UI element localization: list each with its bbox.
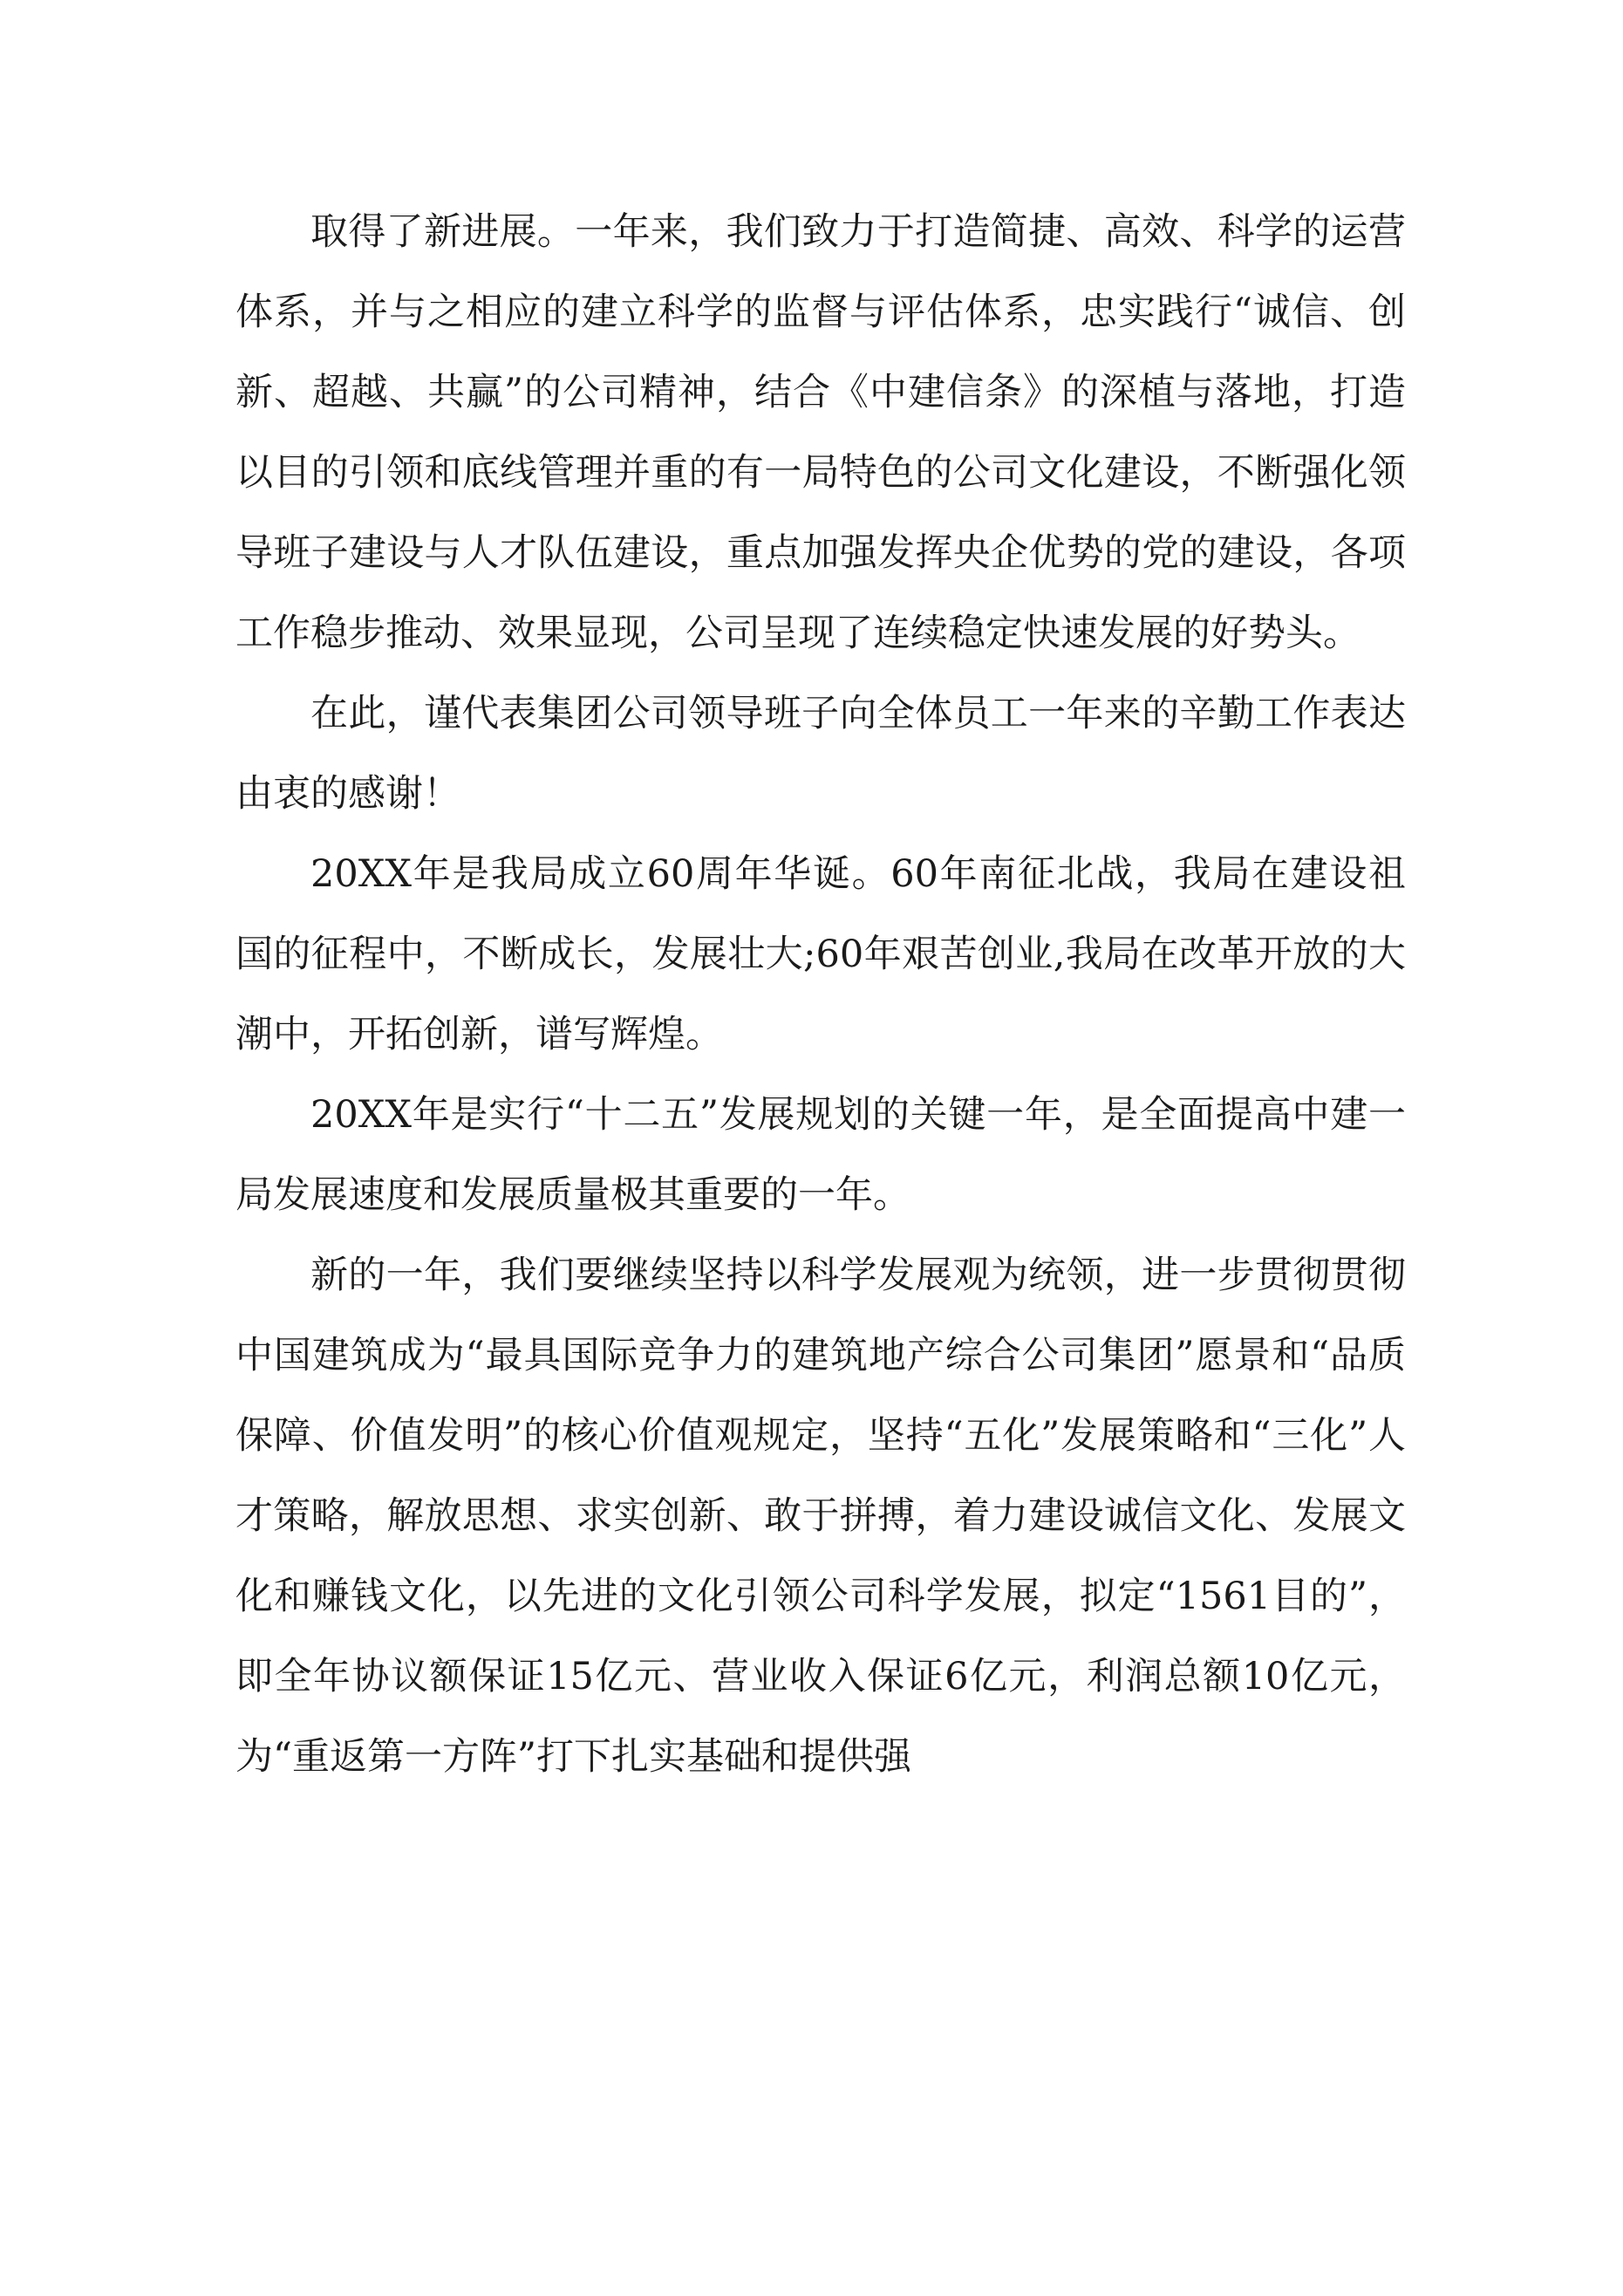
- paragraph-anniversary: 20XX年是我局成立60周年华诞。60年南征北战，我局在建设祖国的征程中，不断成长，发展壮大;60年艰苦创业,我局在改革开放的大潮中，开拓创新，谱写辉煌。: [235, 852, 1406, 1056]
- paragraph-progress: 取得了新进展。一年来，我们致力于打造简捷、高效、科学的运营体系，并与之相应的建立科学的监督与评估体系，忠实践行“诚信、创新、超越、共赢”的公司精神，结合《中建信条》的深植与落地，打造以目的引领和底线管理并重的有一局特色的公司文化建设，不断强化领导班子建设与人才队伍建设，重点加强发挥央企优势的党的建设，各项工作稳步推动、效果显现，公司呈现了连续稳定快速发展的好势头。: [235, 210, 1406, 655]
- paragraph-thanks: 在此，谨代表集团公司领导班子向全体员工一年来的辛勤工作表达由衷的感谢！: [235, 692, 1406, 816]
- paragraph-five-year-plan: 20XX年是实行“十二五”发展规划的关键一年，是全面提高中建一局发展速度和发展质量极其重要的一年。: [235, 1093, 1406, 1217]
- document-body: [235, 192, 1406, 1797]
- paragraph-new-year-goals: 新的一年，我们要继续坚持以科学发展观为统领，进一步贯彻贯彻中国建筑成为“最具国际竞争力的建筑地产综合公司集团”愿景和“品质保障、价值发明”的核心价值观规定，坚持“五化”发展策略和“三化”人才策略，解放思想、求实创新、敢于拼搏，着力建设诚信文化、发展文化和赚钱文化，以先进的文化引领公司科学发展，拟定“1561目的”，即全年协议额保证15亿元、营业收入保证6亿元，利润总额10亿元，为“重返第一方阵”打下扎实基础和提供强: [235, 1254, 1406, 1779]
